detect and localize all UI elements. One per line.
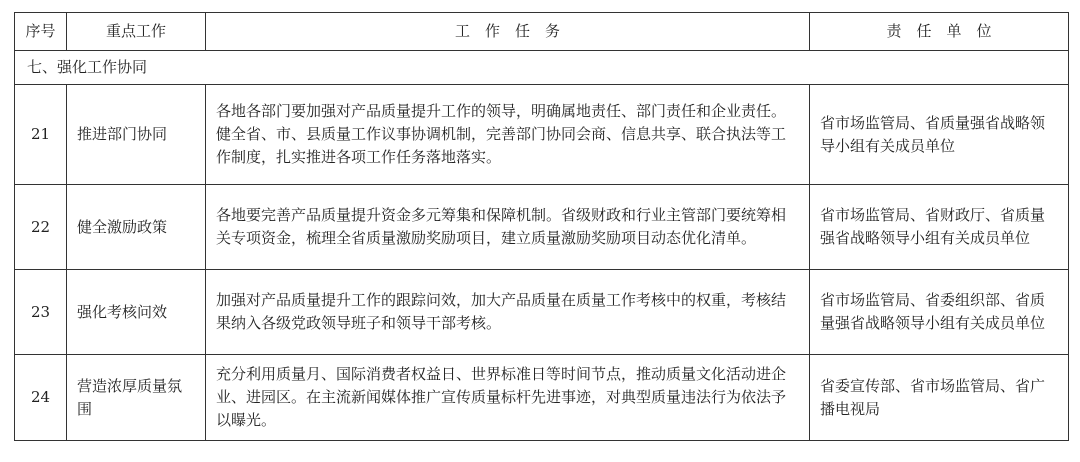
table-row [15, 185, 1069, 270]
row-key-work: 强化考核问效 [67, 270, 206, 355]
row-index: 24 [15, 355, 67, 441]
table-row [15, 355, 1069, 441]
row-unit: 省市场监管局、省财政厅、省质量强省战略领导小组有关成员单位 [810, 185, 1069, 270]
row-key-work: 推进部门协同 [67, 85, 206, 185]
row-unit: 省委宣传部、省市场监管局、省广播电视局 [810, 355, 1069, 441]
section-title: 七、强化工作协同 [15, 51, 1069, 85]
header-row [15, 13, 1069, 51]
table-row [15, 270, 1069, 355]
header-index: 序号 [15, 13, 67, 51]
table-body [15, 51, 1069, 441]
row-task: 充分利用质量月、国际消费者权益日、世界标准日等时间节点，推动质量文化活动进企业、进园区。在主流新闻媒体推广宣传质量标杆先进事迹，对典型质量违法行为依法予以曝光。 [206, 355, 810, 441]
row-index: 21 [15, 85, 67, 185]
row-task: 各地各部门要加强对产品质量提升工作的领导，明确属地责任、部门责任和企业责任。健全省、市、县质量工作议事协调机制，完善部门协同会商、信息共享、联合执法等工作制度，扎实推进各项工作任务落地落实。 [206, 85, 810, 185]
section-row [15, 51, 1069, 85]
header-key-work: 重点工作 [67, 13, 206, 51]
row-unit: 省市场监管局、省委组织部、省质量强省战略领导小组有关成员单位 [810, 270, 1069, 355]
row-task: 加强对产品质量提升工作的跟踪问效，加大产品质量在质量工作考核中的权重，考核结果纳入各级党政领导班子和领导干部考核。 [206, 270, 810, 355]
row-index: 22 [15, 185, 67, 270]
task-table [14, 12, 1069, 441]
table-row [15, 85, 1069, 185]
row-index: 23 [15, 270, 67, 355]
row-unit: 省市场监管局、省质量强省战略领导小组有关成员单位 [810, 85, 1069, 185]
row-task: 各地要完善产品质量提升资金多元筹集和保障机制。省级财政和行业主管部门要统筹相关专项资金，梳理全省质量激励奖励项目，建立质量激励奖励项目动态优化清单。 [206, 185, 810, 270]
header-task: 工 作 任 务 [206, 13, 810, 51]
row-key-work: 营造浓厚质量氛围 [67, 355, 206, 441]
row-key-work: 健全激励政策 [67, 185, 206, 270]
header-unit: 责 任 单 位 [810, 13, 1069, 51]
table-header [15, 13, 1069, 51]
